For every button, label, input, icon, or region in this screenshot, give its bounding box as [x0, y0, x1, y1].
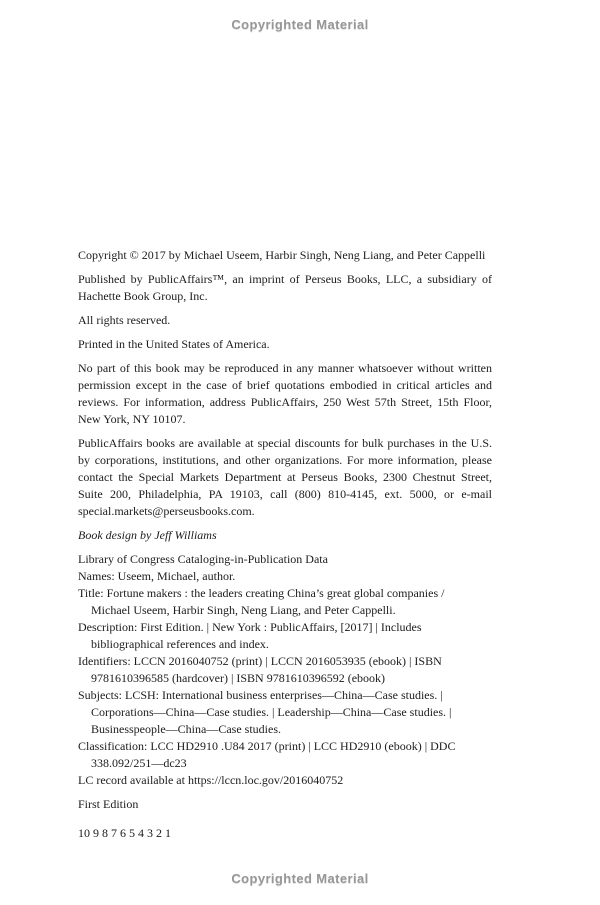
cip-line: Businesspeople—China—Case studies.	[91, 722, 281, 736]
cip-line: 9781610396585 (hardcover) | ISBN 9781610396592 (ebook)	[91, 671, 386, 685]
printers-key-line: 10 9 8 7 6 5 4 3 2 1	[78, 826, 171, 840]
cip-line: Classification: LCC HD2910 .U84 2017 (print) | LCC HD2910 (ebook) | DDC	[78, 739, 456, 753]
rights-reserved-line: All rights reserved.	[78, 313, 171, 327]
copyrighted-material-watermark-bottom: Copyrighted Material	[231, 871, 369, 886]
cip-line: Subjects: LCSH: International business enterprises—China—Case studies. |	[78, 688, 443, 702]
copyright-text-block	[78, 247, 492, 849]
cip-line: Corporations—China—Case studies. | Leadership—China—Case studies. |	[91, 705, 452, 719]
cip-line: Library of Congress Cataloging-in-Publication Data	[78, 552, 328, 566]
publisher-paragraph: Published by PublicAffairs™, an imprint of Perseus Books, LLC, a subsidiary of Hachette Book Group, Inc.	[78, 272, 492, 303]
cip-line: Identifiers: LCCN 2016040752 (print) | LCCN 2016053935 (ebook) | ISBN	[78, 654, 442, 668]
cip-line: 338.092/251—dc23	[91, 756, 187, 770]
special-markets-paragraph: PublicAffairs books are available at special discounts for bulk purchases in the U.S. by corporations, institutions, and other organizations. For more information, please contact the Special Markets Department at Perseus Books, 2300 Chestnut Street, Suite 200, Philadelphia, PA 19103, call (800) 810-4145, ext. 5000, or e-mail special.markets@perseusbooks.com.	[78, 436, 492, 518]
cip-line: LC record available at https://lccn.loc.gov/2016040752	[78, 773, 344, 787]
cip-line: bibliographical references and index.	[91, 637, 269, 651]
cip-line: Michael Useem, Harbir Singh, Neng Liang, and Peter Cappelli.	[91, 603, 396, 617]
book-design-credit: Book design by Jeff Williams	[78, 528, 217, 542]
cip-line: Names: Useem, Michael, author.	[78, 569, 236, 583]
cip-line: Title: Fortune makers : the leaders creating China’s great global companies /	[78, 586, 445, 600]
edition-line: First Edition	[78, 797, 139, 811]
reproduction-notice-paragraph: No part of this book may be reproduced in any manner whatsoever without written permission except in the case of brief quotations embodied in critical articles and reviews. For information, address PublicAffairs, 250 West 57th Street, 15th Floor, New York, NY 10107.	[78, 361, 492, 426]
copyright-line: Copyright © 2017 by Michael Useem, Harbir Singh, Neng Liang, and Peter Cappelli	[78, 248, 486, 262]
cip-data-block	[78, 551, 492, 789]
copyrighted-material-watermark-top: Copyrighted Material	[231, 17, 369, 32]
cip-line: Description: First Edition. | New York : PublicAffairs, [2017] | Includes	[78, 620, 422, 634]
printed-in-line: Printed in the United States of America.	[78, 337, 270, 351]
